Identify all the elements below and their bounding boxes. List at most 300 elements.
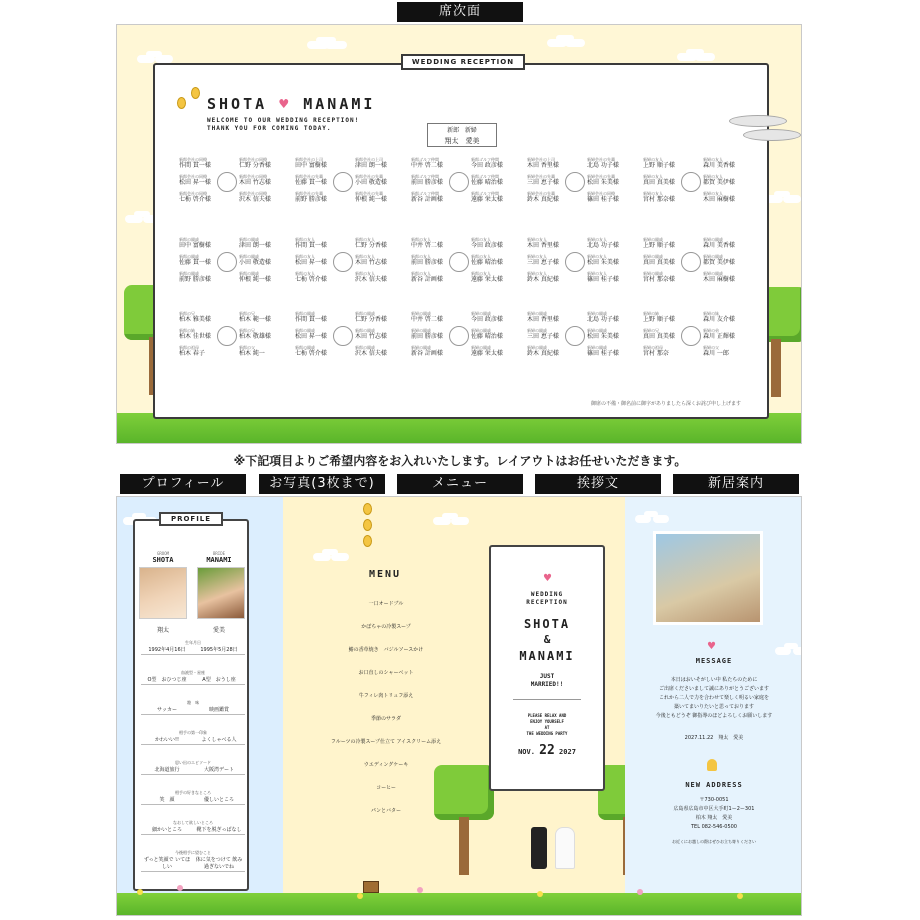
guest-entry <box>355 174 413 186</box>
guest-name: 三田 恵子様 <box>527 259 559 266</box>
guest-name: 遠藤 栄太様 <box>471 276 503 283</box>
seating-board <box>153 58 769 419</box>
table-group <box>179 311 295 365</box>
guest-title: 新郎会社の同僚 <box>239 174 267 179</box>
guest-name: 作間 貫一様 <box>179 162 211 169</box>
guest-entry <box>587 345 645 357</box>
flower-icon <box>737 893 743 899</box>
inner-spread <box>116 496 802 916</box>
guest-name: 仲根 純一様 <box>239 276 271 283</box>
cloud-icon <box>775 647 791 655</box>
welcome-text <box>207 117 359 133</box>
profile-question: なおして欲しいところ <box>173 820 213 825</box>
instruction-text: ※下記項目よりご希望内容をお入れいたします。レイアウトはお任せいただきます。 <box>233 454 687 468</box>
bride-name: MANAMI <box>303 95 376 113</box>
bride-answer: 優しいところ <box>203 797 234 803</box>
profile-answers <box>141 857 245 871</box>
groom-answer: 笑 顔 <box>159 797 175 803</box>
guest-name: 木田 麻樹様 <box>703 196 735 203</box>
guest-title: 新郎会社の同僚 <box>179 157 207 162</box>
guest-name: 森川 一郎 <box>703 350 729 357</box>
guest-name: 沢木 信夫様 <box>355 276 387 283</box>
profile-question: 相手の好きなところ <box>175 790 211 795</box>
guest-entry <box>703 345 761 357</box>
guest-name: 篠田 桂子様 <box>587 276 619 283</box>
bride-answer: 映画鑑賞 <box>208 707 229 713</box>
cover-groom: SHOTA <box>523 617 571 631</box>
guest-entry <box>471 237 529 249</box>
guest-name: 柏木 純一 <box>239 350 265 357</box>
guest-entry <box>239 254 297 266</box>
guest-name: 柏木 雅美様 <box>179 316 211 323</box>
guest-entry <box>411 311 469 323</box>
guest-title: 新婦の親戚 <box>643 237 663 242</box>
profile-answers <box>141 647 245 654</box>
guest-entry <box>471 157 529 169</box>
cover-amp: & <box>543 633 551 646</box>
guest-name: 柏木 範一様 <box>239 316 271 323</box>
coin-icon <box>177 97 186 109</box>
guest-entry <box>643 254 701 266</box>
heart-icon: ♥ <box>543 573 552 584</box>
guest-title: 新婦の親戚 <box>703 271 723 276</box>
label-photos: お写真(3枚まで) <box>259 474 385 494</box>
guest-title: 新郎の親戚 <box>179 254 199 259</box>
guest-title: 新婦の父 <box>703 345 719 350</box>
guest-entry <box>703 271 761 283</box>
guest-name: 宮村 那奈様 <box>643 196 675 203</box>
guest-entry <box>587 174 645 186</box>
guest-title: 新郎ゴルフ仲間 <box>411 174 439 179</box>
guest-entry <box>643 271 701 283</box>
cloud-icon <box>125 215 143 223</box>
guest-title: 新郎の友人 <box>355 254 375 259</box>
guest-entry <box>411 254 469 266</box>
guest-title: 新婦の親戚 <box>643 254 663 259</box>
profile-question: 趣 味 <box>187 700 199 705</box>
guest-entry <box>527 157 585 169</box>
guest-name: 作間 貫一様 <box>295 316 327 323</box>
guest-entry <box>587 191 645 203</box>
guest-entry <box>703 311 761 323</box>
cloud-icon <box>307 41 329 49</box>
cover-just: JUST <box>539 673 555 680</box>
address-line: 〒730-0051 <box>699 797 729 803</box>
guest-name: 木田 香里様 <box>527 242 559 249</box>
menu-item: かぼちゃの冷製スープ <box>361 624 411 630</box>
guest-entry <box>471 271 529 283</box>
guest-name: 松田 朱美様 <box>587 179 619 186</box>
guest-title: 新婦の祖母 <box>643 345 663 350</box>
guest-name: 上野 順子様 <box>643 316 675 323</box>
table-group <box>179 237 295 291</box>
guest-name: 仁野 分香様 <box>239 162 271 169</box>
profile-row <box>141 759 245 775</box>
guest-entry <box>527 271 585 283</box>
guest-name: 木田 麻樹様 <box>703 276 735 283</box>
bride-jp-name: 愛美 <box>212 627 225 634</box>
coin-icon <box>743 129 801 141</box>
guest-entry <box>295 174 353 186</box>
treasure-chest-icon <box>363 881 379 893</box>
guest-entry <box>471 311 529 323</box>
guest-name: 木田 香里様 <box>527 162 559 169</box>
profile-answers <box>141 767 245 774</box>
guest-title: 新郎会社の先輩 <box>355 174 383 179</box>
guest-title: 新郎会社の同僚 <box>179 191 207 196</box>
bride-answer: 大阪湾デート <box>203 767 234 773</box>
cloud-icon <box>313 553 331 561</box>
guest-entry <box>527 345 585 357</box>
guest-title: 新郎の親戚 <box>239 254 259 259</box>
groom-pixel-icon <box>531 827 547 869</box>
guest-entry <box>703 254 761 266</box>
coin-icon <box>363 519 372 531</box>
cover-divider <box>513 699 581 700</box>
guest-entry <box>295 311 353 323</box>
guest-name: 中井 啓二様 <box>411 162 443 169</box>
guest-name: 北島 功子様 <box>587 316 619 323</box>
guest-name: 仲根 純一様 <box>355 196 387 203</box>
guest-entry <box>355 237 413 249</box>
table-group <box>527 157 643 211</box>
bride-answer: 靴下を脱ぎっぱなし <box>196 827 242 833</box>
menu-item: 季節のサラダ <box>371 716 401 722</box>
profile-row <box>141 669 245 685</box>
guest-entry <box>239 345 297 357</box>
guest-title: 新婦の友人 <box>703 191 723 196</box>
message-line: 築いてまいりたいと思っております <box>673 704 754 710</box>
grass-strip <box>489 893 625 915</box>
guest-entry <box>703 174 761 186</box>
label-new-home: 新居案内 <box>673 474 799 494</box>
address-line: 広島県広島市中区大手町1ー2ー301 <box>673 806 755 812</box>
guest-title: 新婦の親戚 <box>527 311 547 316</box>
table-group <box>295 311 411 365</box>
cover-p2: ENJOY YOURSELF <box>530 719 564 724</box>
guest-entry <box>179 254 237 266</box>
groom-label <box>135 551 191 564</box>
guest-name: 前田 勝彦様 <box>411 259 443 266</box>
guest-name: 篠田 桂子様 <box>587 350 619 357</box>
cover-card <box>489 545 605 791</box>
menu-item: ウエディングケーキ <box>363 762 409 768</box>
cover-p3: AT <box>544 725 550 730</box>
guest-title: 新郎会社の上司 <box>295 157 323 162</box>
guest-name: 前野 勝彦様 <box>179 276 211 283</box>
guest-name: 都賀 美伊様 <box>703 179 735 186</box>
guest-title: 新婦の姉 <box>643 311 659 316</box>
guest-title: 新婦の親戚 <box>471 311 491 316</box>
guest-title: 新婦会社の先輩 <box>587 157 615 162</box>
guest-name: 佐藤 晴治様 <box>471 179 503 186</box>
flower-icon <box>177 885 183 891</box>
table-group <box>527 237 643 291</box>
guest-name: 遠藤 栄太様 <box>471 350 503 357</box>
bride-photo <box>197 567 245 619</box>
guest-entry <box>295 191 353 203</box>
guest-name: 柏木 佳世様 <box>179 333 211 340</box>
groom-answer: ずっと笑顔で いてほしい <box>143 857 191 870</box>
bride-pixel-icon <box>555 827 575 869</box>
cover-married: MARRIED!! <box>530 681 564 688</box>
cloud-icon <box>677 53 697 61</box>
guest-name: 松田 朱美様 <box>587 259 619 266</box>
profile-answers <box>141 677 245 684</box>
cover-p1: PLEASE RELAX AND <box>527 713 567 718</box>
guest-name: 森川 正輝様 <box>703 333 735 340</box>
menu-item: 牛フィレ肉トリュフ添え <box>358 693 414 699</box>
guest-title: 新婦会社の先輩 <box>527 191 555 196</box>
label-menu: メニュー <box>397 474 523 494</box>
guest-name: 柏木 敬雄様 <box>239 333 271 340</box>
flower-icon <box>537 891 543 897</box>
guest-title: 新郎ゴルフ仲間 <box>411 157 439 162</box>
guest-name: 佐藤 貫一様 <box>179 259 211 266</box>
guest-title: 新郎会社の先輩 <box>295 174 323 179</box>
cloud-icon <box>635 515 651 523</box>
label-greeting: 挨拶文 <box>535 474 661 494</box>
guest-entry <box>587 237 645 249</box>
guest-title: 新婦の友人 <box>643 157 663 162</box>
guest-entry <box>471 191 529 203</box>
guest-name: 三田 恵子様 <box>527 333 559 340</box>
heart-icon: ♥ <box>279 95 292 113</box>
wedding-reception-tag: WEDDING RECEPTION <box>401 54 525 70</box>
guest-name: 真田 真美様 <box>643 333 675 340</box>
guest-name: 津田 朗一様 <box>355 162 387 169</box>
guest-entry <box>239 174 297 186</box>
guest-name: 松田 昇一様 <box>179 179 211 186</box>
guest-name: 今田 政彦様 <box>471 242 503 249</box>
guest-title: 新郎会社の先輩 <box>295 191 323 196</box>
guest-entry <box>643 328 701 340</box>
groom-answer: サッカー <box>157 707 177 713</box>
guest-title: 新婦会社の上司 <box>527 157 555 162</box>
guest-entry <box>239 271 297 283</box>
guest-name: 松田 昇一様 <box>295 333 327 340</box>
guest-name: 鈴木 真紀様 <box>527 276 559 283</box>
guest-entry <box>355 345 413 357</box>
guest-name: 佐藤 晴治様 <box>471 333 503 340</box>
guest-name: 木田 香里様 <box>527 316 559 323</box>
menu-item: 一口オードブル <box>368 601 404 607</box>
guest-entry <box>471 174 529 186</box>
guest-entry <box>411 345 469 357</box>
guest-title: 新婦の親戚 <box>471 345 491 350</box>
guest-name: 田中 富樹様 <box>295 162 327 169</box>
welcome-line-2: THANK YOU FOR COMING TODAY. <box>207 125 332 132</box>
guest-name: 森川 美香様 <box>703 242 735 249</box>
guest-entry <box>179 311 237 323</box>
guest-title: 新婦の友人 <box>527 271 547 276</box>
guest-name: 新谷 計画様 <box>411 196 443 203</box>
guest-name: 作間 貫一様 <box>295 242 327 249</box>
guest-title: 新婦会社の先輩 <box>527 174 555 179</box>
guest-name: 七栃 啓介様 <box>295 276 327 283</box>
cover-wedding: WEDDING <box>530 591 564 598</box>
cover-reception: RECEPTION <box>526 599 568 606</box>
profile-panel <box>117 497 283 915</box>
guest-title: 新郎の親戚 <box>239 271 259 276</box>
guest-name: 松田 朱美様 <box>587 333 619 340</box>
guest-entry <box>295 271 353 283</box>
guest-title: 新婦の親戚 <box>411 311 431 316</box>
guest-title: 新婦の親戚 <box>643 271 663 276</box>
head-title-groom: 新郎 <box>447 127 460 134</box>
guest-entry <box>527 328 585 340</box>
guest-title: 新郎会社の上司 <box>355 157 383 162</box>
welcome-line-1: WELCOME TO OUR WEDDING RECEPTION! <box>207 117 360 124</box>
guest-entry <box>527 237 585 249</box>
table-group <box>295 157 411 211</box>
table-group <box>179 157 295 211</box>
guest-entry <box>411 174 469 186</box>
guest-entry <box>471 254 529 266</box>
guest-name: 新谷 計画様 <box>411 350 443 357</box>
guest-title: 新郎の友人 <box>295 237 315 242</box>
guest-title: 新郎の兄 <box>239 328 255 333</box>
guest-entry <box>295 254 353 266</box>
address-line: 柏木 翔太 愛美 <box>695 815 733 821</box>
guest-title: 新婦の友人 <box>703 157 723 162</box>
guest-entry <box>587 157 645 169</box>
guest-entry <box>239 157 297 169</box>
guest-title: 新婦の親戚 <box>587 345 607 350</box>
date-year: 2027 <box>559 748 576 756</box>
guest-title: 新郎の親戚 <box>295 345 315 350</box>
groom-answer: 細かいところ <box>151 827 182 833</box>
guest-title: 新婦の兄 <box>643 328 659 333</box>
guest-entry <box>411 271 469 283</box>
guest-entry <box>295 345 353 357</box>
guest-title: 新婦の友人 <box>643 174 663 179</box>
profile-answers <box>141 737 245 744</box>
message-line: ご出席くださいまして誠にありがとうございます <box>658 686 769 692</box>
heart-icon: ♥ <box>707 641 716 652</box>
address-note: お近くにお越しの際はぜひお立ち寄りください <box>672 839 756 844</box>
guest-title: 新郎会社の先輩 <box>355 191 383 196</box>
guest-entry <box>179 271 237 283</box>
guest-title: 新郎の親戚 <box>355 328 375 333</box>
guest-title: 新郎ゴルフ仲間 <box>471 174 499 179</box>
table-group <box>295 237 411 291</box>
guest-name: 今田 政彦様 <box>471 316 503 323</box>
guest-title: 新婦の親戚 <box>587 328 607 333</box>
profile-answers <box>141 827 245 834</box>
guest-entry <box>295 157 353 169</box>
menu-title: MENU <box>368 569 402 580</box>
guest-title: 新郎の友人 <box>355 271 375 276</box>
groom-jp-name: 翔太 <box>156 627 169 634</box>
coin-icon <box>191 87 200 99</box>
guest-title: 新郎の親戚 <box>355 311 375 316</box>
guest-title: 新郎の親戚 <box>179 237 199 242</box>
guest-title: 新郎の親戚 <box>295 328 315 333</box>
guest-title: 新郎の父 <box>239 345 255 350</box>
table-group <box>411 157 527 211</box>
guest-entry <box>703 157 761 169</box>
profile-card <box>133 515 249 891</box>
profile-question: 生年月日 <box>185 640 201 645</box>
cover-p4: THE WEDDING PARTY <box>526 731 568 736</box>
guest-title: 新郎の友人 <box>411 254 431 259</box>
guest-name: 宮村 那奈様 <box>643 276 675 283</box>
table-group <box>527 311 643 365</box>
table-group <box>643 237 759 291</box>
flower-icon <box>417 887 423 893</box>
guest-title: 新婦の友人 <box>643 191 663 196</box>
groom-answer: 北海道旅行 <box>154 767 180 773</box>
guest-title: 新婦の友人 <box>587 254 607 259</box>
guest-name: 篠田 桂子様 <box>587 196 619 203</box>
guest-name: 田中 富樹様 <box>179 242 211 249</box>
guest-name: 前野 勝彦様 <box>295 196 327 203</box>
guest-entry <box>239 311 297 323</box>
guest-title: 新郎ゴルフ仲間 <box>471 191 499 196</box>
guest-title: 新郎の親戚 <box>239 237 259 242</box>
groom-photo <box>139 567 187 619</box>
guest-title: 新郎会社の同僚 <box>239 157 267 162</box>
guest-title: 新婦の親戚 <box>411 328 431 333</box>
guest-name: 中井 啓二様 <box>411 316 443 323</box>
coin-icon <box>729 115 787 127</box>
guest-title: 新郎の友人 <box>355 237 375 242</box>
guest-entry <box>355 271 413 283</box>
bride-label <box>191 551 247 564</box>
guest-entry <box>239 237 297 249</box>
profile-row <box>141 729 245 745</box>
head-table <box>427 123 497 147</box>
guest-title: 新婦の親戚 <box>527 328 547 333</box>
guest-name: 小田 敬造様 <box>239 259 271 266</box>
bride-name: MANAMI <box>206 556 232 564</box>
guest-entry <box>179 191 237 203</box>
guest-entry <box>643 237 701 249</box>
guest-title: 新婦の親戚 <box>703 254 723 259</box>
table-group <box>643 311 759 365</box>
guest-name: 北島 功子様 <box>587 242 619 249</box>
guest-name: 仁野 分香様 <box>355 316 387 323</box>
guest-name: 鈴木 真紀様 <box>527 350 559 357</box>
profile-row <box>141 789 245 805</box>
guest-entry <box>355 328 413 340</box>
guest-entry <box>411 191 469 203</box>
guest-entry <box>355 191 413 203</box>
bride-answer: A型 おうし座 <box>202 677 236 683</box>
profile-row <box>141 699 245 715</box>
coin-icon <box>363 535 372 547</box>
lightbulb-icon <box>707 759 717 771</box>
label-profile: プロフィール <box>120 474 246 494</box>
guest-entry <box>643 311 701 323</box>
guest-title: 新郎の兄 <box>179 311 195 316</box>
guest-entry <box>643 157 701 169</box>
grass-strip <box>283 893 489 915</box>
guest-name: 上野 順子様 <box>643 242 675 249</box>
guest-title: 新郎の友人 <box>471 271 491 276</box>
guest-title: 新婦の友人 <box>587 271 607 276</box>
message-panel <box>625 497 802 915</box>
guest-name: 新谷 計画様 <box>411 276 443 283</box>
bride-answer: 体に気をつけて 飲み過ぎないでね <box>195 857 243 870</box>
guest-name: 佐藤 晴治様 <box>471 259 503 266</box>
guest-title: 新郎の姉 <box>179 328 195 333</box>
guest-title: 新婦の親戚 <box>527 345 547 350</box>
guest-title: 新郎の友人 <box>471 254 491 259</box>
profile-answers <box>141 797 245 804</box>
guest-name: 都賀 美伊様 <box>703 259 735 266</box>
